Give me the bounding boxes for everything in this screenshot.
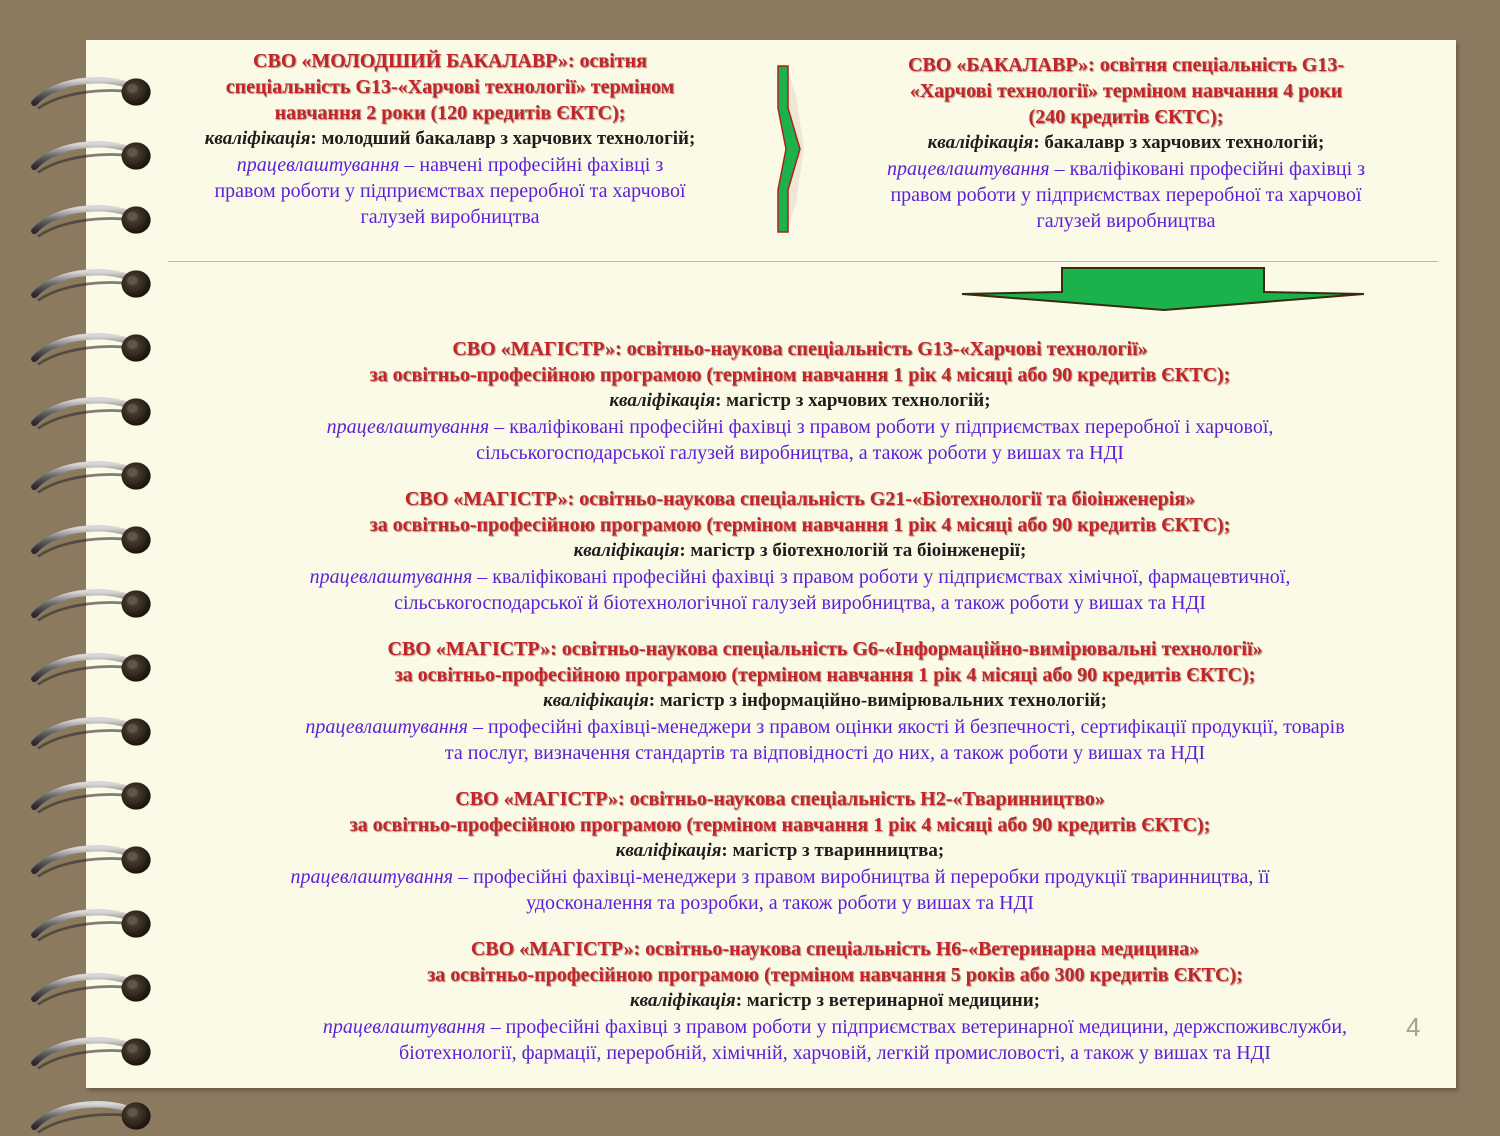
spiral-ring — [22, 712, 172, 752]
qualification-label: кваліфікація — [609, 390, 716, 411]
employment-text — [826, 156, 1426, 234]
qualification-line — [150, 126, 750, 152]
page-number: 4 — [1406, 1012, 1421, 1042]
title-line: навчання 2 роки (120 кредитів ЄКТС); — [274, 102, 626, 124]
qualification-label: кваліфікація — [630, 990, 736, 1011]
employment-line: правом роботи у підприємствах переробної та харчової — [214, 180, 686, 202]
qualification-text: : молодший бакалавр з харчових технологій; — [310, 128, 696, 149]
employment-label: працевлаштування — [236, 154, 400, 176]
qualification-label: кваліфікація — [543, 690, 649, 711]
employment-text — [150, 152, 750, 230]
title-line: за освітньо-професійною програмою (терміном навчання 1 рік 4 місяці або 90 кредитів ЄКТС); — [369, 514, 1231, 536]
qualification-text: : бакалавр з харчових технологій; — [1033, 132, 1325, 153]
master-biotech-block — [140, 486, 1460, 616]
employment-label: працевлаштування — [309, 566, 473, 588]
title-line: «Харчові технології» терміном навчання 4 роки — [909, 80, 1343, 102]
title-line: за освітньо-професійною програмою (терміном навчання 1 рік 4 місяці або 90 кредитів ЄКТС); — [369, 364, 1231, 386]
master-livestock-block — [120, 786, 1440, 916]
employment-line: та послуг, визначення стандартів та відповідності до них, а також роботи у вишах та НДІ — [444, 742, 1206, 764]
employment-line: – професійні фахівці з правом роботи у підприємствах ветеринарної медицини, держспоживслужби, — [485, 1016, 1348, 1038]
employment-line: – кваліфіковані професійні фахівці з — [1049, 158, 1366, 180]
employment-label: працевлаштування — [322, 1016, 486, 1038]
spiral-ring — [22, 264, 172, 304]
title-line: СВО «МАГІСТР»: освітньо-наукова спеціальність G13-«Харчові технології» — [452, 338, 1148, 360]
title-line: СВО «МОЛОДШИЙ БАКАЛАВР»: освітня — [253, 50, 647, 72]
qualification-text: : магістр з ветеринарної медицини; — [735, 990, 1040, 1011]
spiral-ring — [22, 1032, 172, 1072]
employment-line: сільськогосподарської галузей виробництва, а також роботи у вишах та НДІ — [476, 442, 1124, 464]
bachelor-block — [826, 52, 1426, 234]
right-arrow-icon — [772, 62, 806, 236]
employment-line: галузей виробництва — [1036, 210, 1216, 232]
master-info-measuring-block — [160, 636, 1490, 766]
qualification-text: : магістр з тваринництва; — [721, 840, 945, 861]
title-line: (240 кредитів ЄКТС); — [1028, 106, 1224, 128]
spiral-ring — [22, 648, 172, 688]
qualification-text: : магістр з харчових технологій; — [715, 390, 991, 411]
employment-label: працевлаштування — [290, 866, 454, 888]
title-line: СВО «БАКАЛАВР»: освітня спеціальність G13- — [907, 54, 1345, 76]
employment-line: галузей виробництва — [360, 206, 540, 228]
employment-line: – навчені професійні фахівці з — [399, 154, 664, 176]
qualification-label: кваліфікація — [204, 128, 311, 149]
master-food-tech-block — [140, 336, 1460, 466]
junior-bachelor-block — [150, 48, 750, 230]
qualification-text: : магістр з біотехнологій та біоінженерії; — [679, 540, 1027, 561]
spiral-ring — [22, 1096, 172, 1136]
title-line: за освітньо-професійною програмою (терміном навчання 5 років або 300 кредитів ЄКТС); — [427, 964, 1243, 986]
title-line: СВО «МАГІСТР»: освітньо-наукова спеціальність G21-«Біотехнології та біоінженерія» — [404, 488, 1196, 510]
qualification-text: : магістр з інформаційно-вимірювальних технологій; — [648, 690, 1107, 711]
employment-line: удосконалення та розробки, а також роботи у вишах та НДІ — [526, 892, 1034, 914]
employment-line: – кваліфіковані професійні фахівці з правом роботи у підприємствах переробної і харчової, — [489, 416, 1274, 438]
employment-label: працевлаштування — [326, 416, 490, 438]
title-line: за освітньо-професійною програмою (терміном навчання 1 рік 4 місяці або 90 кредитів ЄКТС); — [394, 664, 1256, 686]
title-line: СВО «МАГІСТР»: освітньо-наукова спеціальність Н2-«Тваринництво» — [455, 788, 1105, 810]
employment-line: сільськогосподарської й біотехнологічної галузей виробництва, а також роботи у вишах та НДІ — [394, 592, 1206, 614]
employment-line: – кваліфіковані професійні фахівці з правом роботи у підприємствах хімічної, фармацевтичної, — [472, 566, 1291, 588]
title-line: за освітньо-професійною програмою (терміном навчання 1 рік 4 місяці або 90 кредитів ЄКТС); — [349, 814, 1211, 836]
employment-line: – професійні фахівці-менеджери з правом оцінки якості й безпечності, сертифікації продукції, товарів — [467, 716, 1345, 738]
master-veterinary-block — [180, 936, 1490, 1066]
qualification-label: кваліфікація — [573, 540, 680, 561]
spiral-ring — [22, 968, 172, 1008]
qualification-label: кваліфікація — [615, 840, 722, 861]
employment-label: працевлаштування — [305, 716, 468, 738]
employment-line: правом роботи у підприємствах переробної та харчової — [890, 184, 1362, 206]
title-line: СВО «МАГІСТР»: освітньо-наукова спеціальність Н6-«Ветеринарна медицина» — [470, 938, 1200, 960]
bachelor-title — [826, 52, 1426, 130]
employment-line: біотехнології, фармації, переробній, хімічній, харчовій, легкій промисловості, а також у вишах та НДІ — [399, 1042, 1271, 1064]
junior-bachelor-title — [150, 48, 750, 126]
title-line: спеціальність G13-«Харчові технології» терміном — [225, 76, 675, 98]
employment-line: – професійні фахівці-менеджери з правом виробництва й переробки продукції тваринництва, її — [453, 866, 1270, 888]
qualification-label: кваліфікація — [927, 132, 1034, 153]
title-line: СВО «МАГІСТР»: освітньо-наукова спеціальність G6-«Інформаційно-вимірювальні технології» — [387, 638, 1263, 660]
employment-label: працевлаштування — [886, 158, 1050, 180]
divider-line — [168, 261, 1438, 262]
down-arrow-icon — [960, 266, 1366, 312]
qualification-line — [826, 130, 1426, 156]
